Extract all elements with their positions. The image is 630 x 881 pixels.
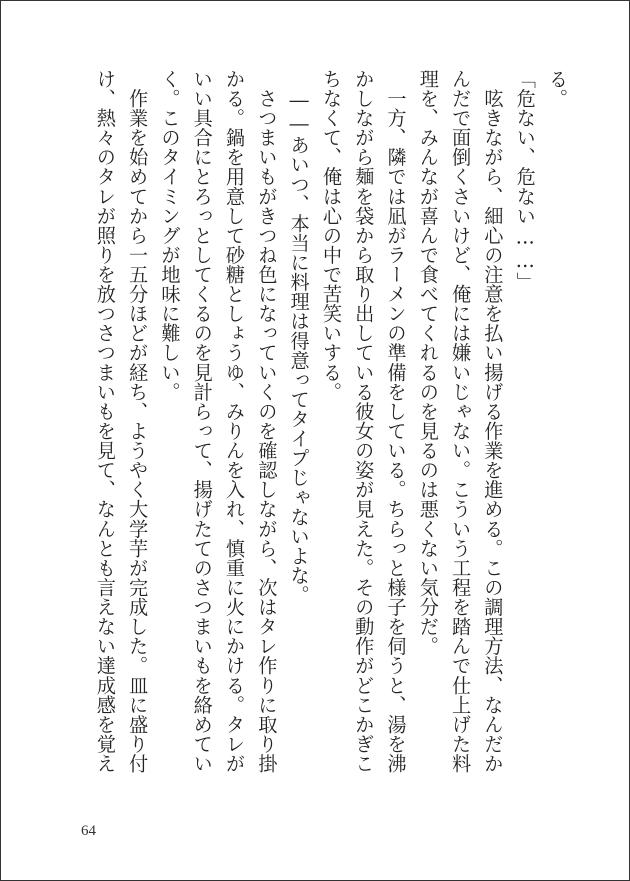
text-line: る。 bbox=[546, 69, 569, 109]
text-line: 作業を始めてから一五分ほどが経ち、ようやく大学芋が完成した。皿に盛り付 bbox=[126, 69, 150, 774]
text-line: 一方、隣では凪がラーメンの準備をしている。ちらっと様子を伺うと、湯を沸 bbox=[384, 69, 408, 774]
text-line: かしながら麺を袋から取り出している彼女の姿が見えた。その動作がどこかぎこ bbox=[352, 69, 376, 774]
text-line: いい具合にとろっとしてくるのを見計らって、揚げたてのさつまいもを絡めてい bbox=[190, 69, 214, 774]
vertical-body-text bbox=[89, 69, 573, 809]
text-line: け、熱々のタレが照りを放つさつまいもを見て、なんとも言えない達成感を覚え bbox=[93, 69, 117, 774]
text-line: 呟きながら、細心の注意を払い揚げる作業を進める。この調理方法、なんだか bbox=[481, 69, 505, 774]
text-line: く。このタイミングが地味に難しい。 bbox=[158, 69, 182, 402]
text-line: んだで面倒くさいけど、俺には嫌いじゃない。こういう工程を踏んで仕上げた料 bbox=[449, 69, 473, 774]
text-line: ちなくて、俺は心の中で苦笑いする。 bbox=[319, 69, 343, 402]
text-line: 「危ない、危ない……」 bbox=[513, 69, 537, 292]
text-line: かる。鍋を用意して砂糖としょうゆ、みりんを入れ、慎重に火にかける。タレが bbox=[223, 69, 247, 774]
page-number: 64 bbox=[81, 823, 96, 839]
text-line: 理を、みんなが喜んで食べてくれるのを見るのは悪くない気分だ。 bbox=[416, 69, 440, 656]
text-line: ――あいつ、本当に料理は得意ってタイプじゃないよな。 bbox=[287, 69, 311, 605]
text-line: さつまいもがきつね色になっていくのを確認しながら、次はタレ作りに取り掛 bbox=[255, 69, 279, 774]
